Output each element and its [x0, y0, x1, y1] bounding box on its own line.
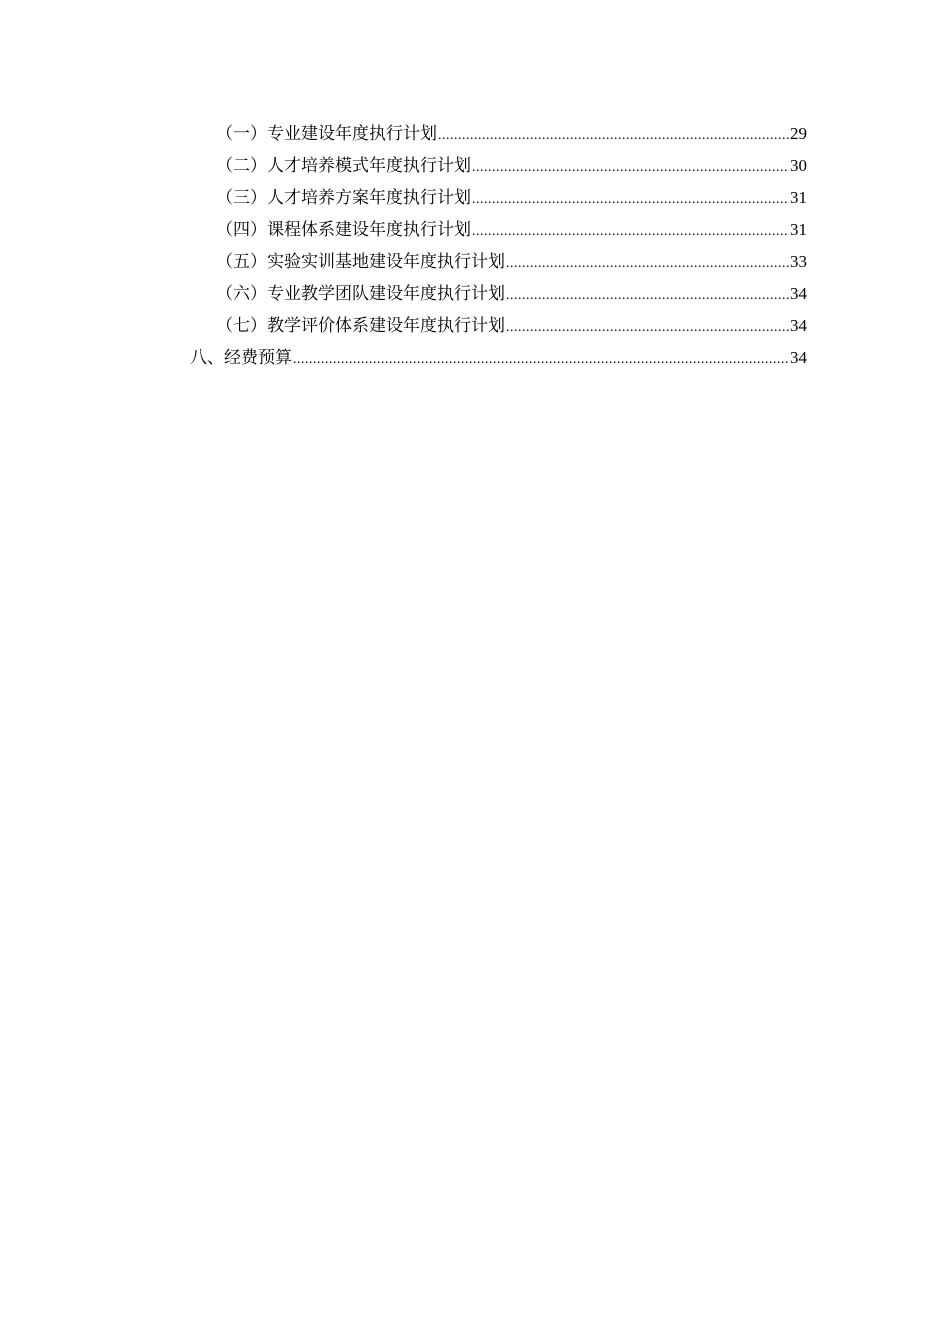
toc-dot-leader: [506, 280, 789, 312]
toc-entry-page-number: 30: [790, 156, 807, 175]
toc-entry[interactable]: [190, 182, 807, 214]
toc-entry-page-number: 33: [790, 252, 807, 271]
toc-entry-page-number: 34: [790, 316, 807, 335]
toc-dot-leader: [472, 184, 789, 216]
toc-entry-page-number: 31: [790, 188, 807, 207]
toc-entry-title: （二）人才培养模式年度执行计划: [216, 156, 471, 176]
toc-dot-leader: [506, 312, 789, 344]
toc-entry-title: （七）教学评价体系建设年度执行计划: [216, 316, 505, 336]
toc-entry[interactable]: [190, 310, 807, 342]
table-of-contents: [190, 118, 807, 374]
toc-entry[interactable]: [190, 278, 807, 310]
toc-entry-title: 八、经费预算: [190, 348, 292, 368]
toc-entry-title: （六）专业教学团队建设年度执行计划: [216, 284, 505, 304]
toc-entry-page-number: 34: [790, 348, 807, 367]
toc-entry[interactable]: [190, 214, 807, 246]
toc-entry-page-number: 31: [790, 220, 807, 239]
toc-entry-page-number: 29: [790, 124, 807, 143]
toc-entry-title: （三）人才培养方案年度执行计划: [216, 188, 471, 208]
toc-entry-title: （一）专业建设年度执行计划: [216, 124, 437, 144]
toc-dot-leader: [293, 344, 789, 376]
toc-entry-page-number: 34: [790, 284, 807, 303]
toc-dot-leader: [472, 152, 789, 184]
toc-dot-leader: [472, 216, 789, 248]
toc-entry-title: （四）课程体系建设年度执行计划: [216, 220, 471, 240]
toc-entry[interactable]: [190, 246, 807, 278]
toc-dot-leader: [506, 248, 789, 280]
toc-entry[interactable]: [190, 150, 807, 182]
toc-dot-leader: [438, 120, 789, 152]
toc-entry-title: （五）实验实训基地建设年度执行计划: [216, 252, 505, 272]
toc-entry[interactable]: [190, 118, 807, 150]
toc-entry[interactable]: [190, 342, 807, 374]
